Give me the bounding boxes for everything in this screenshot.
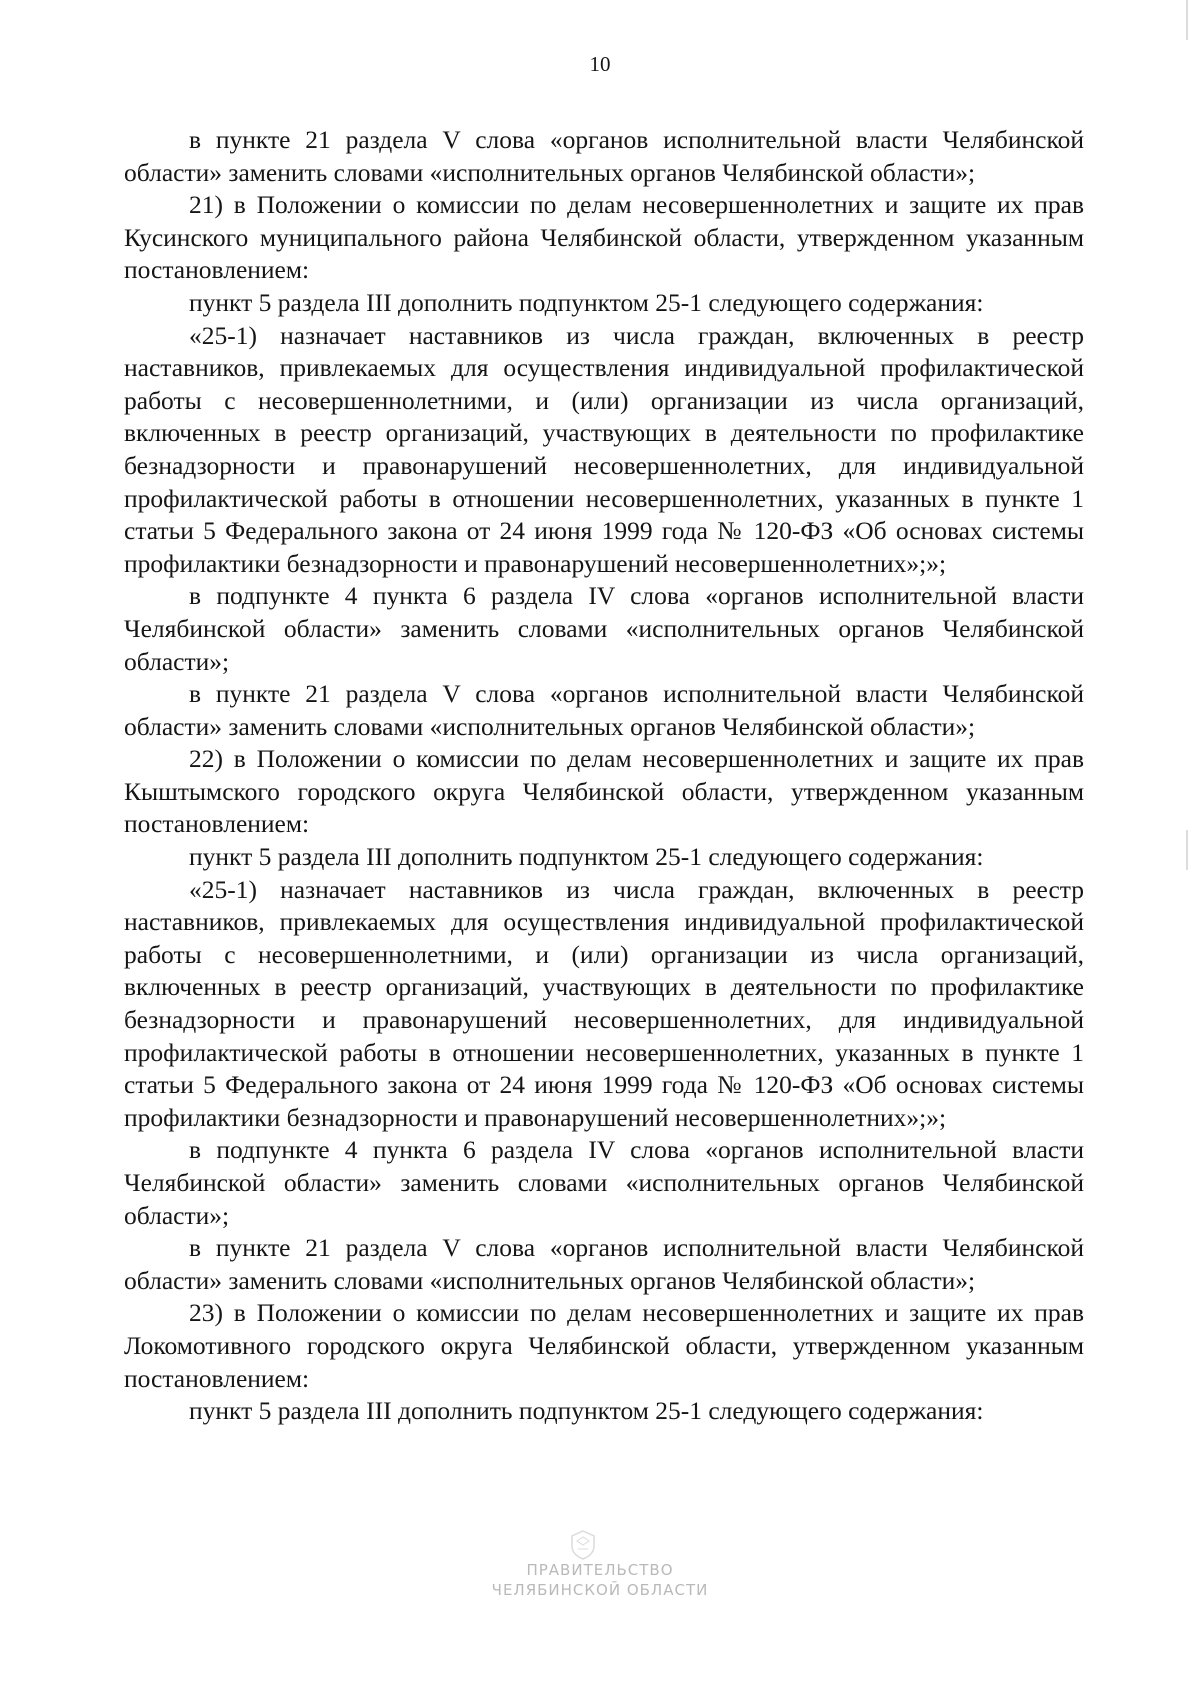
document-body <box>124 124 1084 1428</box>
paragraph: в подпункте 4 пункта 6 раздела IV слова «органов исполнительной власти Челябинской области» заменить словами «исполнительных органов Челябинской области»; <box>124 581 1084 676</box>
paragraph: пункт 5 раздела III дополнить подпунктом 25-1 следующего содержания: <box>189 842 984 872</box>
government-watermark <box>0 1560 1200 1600</box>
paragraph: в пункте 21 раздела V слова «органов исполнительной власти Челябинской области» заменить словами «исполнительных органов Челябинской области»; <box>124 679 1084 741</box>
watermark-line-1: ПРАВИТЕЛЬСТВО <box>526 1561 674 1579</box>
paragraph: «25-1) назначает наставников из числа граждан, включенных в реестр наставников, привлекаемых для осуществления индивидуальной профилактической работы с несовершеннолетними, и (или) организации из числа организаций, включенных в реестр организаций, участвующих в деятельности по профилактике безнадзорности и правонарушений несовершеннолетних, для индивидуальной профилактической работы в отношении несовершеннолетних, указанных в пункте 1 статьи 5 Федерального закона от 24 июня 1999 года № 120-ФЗ «Об основах системы профилактики безнадзорности и правонарушений несовершеннолетних»;»; <box>124 874 1084 1132</box>
paragraph: 23) в Положении о комиссии по делам несовершеннолетних и защите их прав Локомотивного городского округа Челябинской области, утвержденном указанным постановлением: <box>124 1298 1084 1393</box>
scan-edge-mark <box>1186 830 1188 870</box>
page-number: 10 <box>589 52 611 76</box>
paragraph: пункт 5 раздела III дополнить подпунктом 25-1 следующего содержания: <box>189 287 984 317</box>
paragraph: 21) в Положении о комиссии по делам несовершеннолетних и защите их прав Кусинского муниципального района Челябинской области, утвержденном указанным постановлением: <box>124 190 1084 285</box>
paragraph: в пункте 21 раздела V слова «органов исполнительной власти Челябинской области» заменить словами «исполнительных органов Челябинской области»; <box>124 125 1084 187</box>
paragraph: «25-1) назначает наставников из числа граждан, включенных в реестр наставников, привлекаемых для осуществления индивидуальной профилактической работы с несовершеннолетними, и (или) организации из числа организаций, включенных в реестр организаций, участвующих в деятельности по профилактике безнадзорности и правонарушений несовершеннолетних, для индивидуальной профилактической работы в отношении несовершеннолетних, указанных в пункте 1 статьи 5 Федерального закона от 24 июня 1999 года № 120-ФЗ «Об основах системы профилактики безнадзорности и правонарушений несовершеннолетних»;»; <box>124 320 1084 578</box>
paragraph: в пункте 21 раздела V слова «органов исполнительной власти Челябинской области» заменить словами «исполнительных органов Челябинской области»; <box>124 1233 1084 1295</box>
emblem-icon <box>566 1528 600 1562</box>
watermark-line-2: ЧЕЛЯБИНСКОЙ ОБЛАСТИ <box>491 1581 709 1599</box>
scan-edge-mark <box>1186 0 1188 40</box>
paragraph: пункт 5 раздела III дополнить подпунктом 25-1 следующего содержания: <box>189 1396 984 1426</box>
paragraph: в подпункте 4 пункта 6 раздела IV слова «органов исполнительной власти Челябинской области» заменить словами «исполнительных органов Челябинской области»; <box>124 1135 1084 1230</box>
paragraph: 22) в Положении о комиссии по делам несовершеннолетних и защите их прав Кыштымского городского округа Челябинской области, утвержденном указанным постановлением: <box>124 744 1084 839</box>
